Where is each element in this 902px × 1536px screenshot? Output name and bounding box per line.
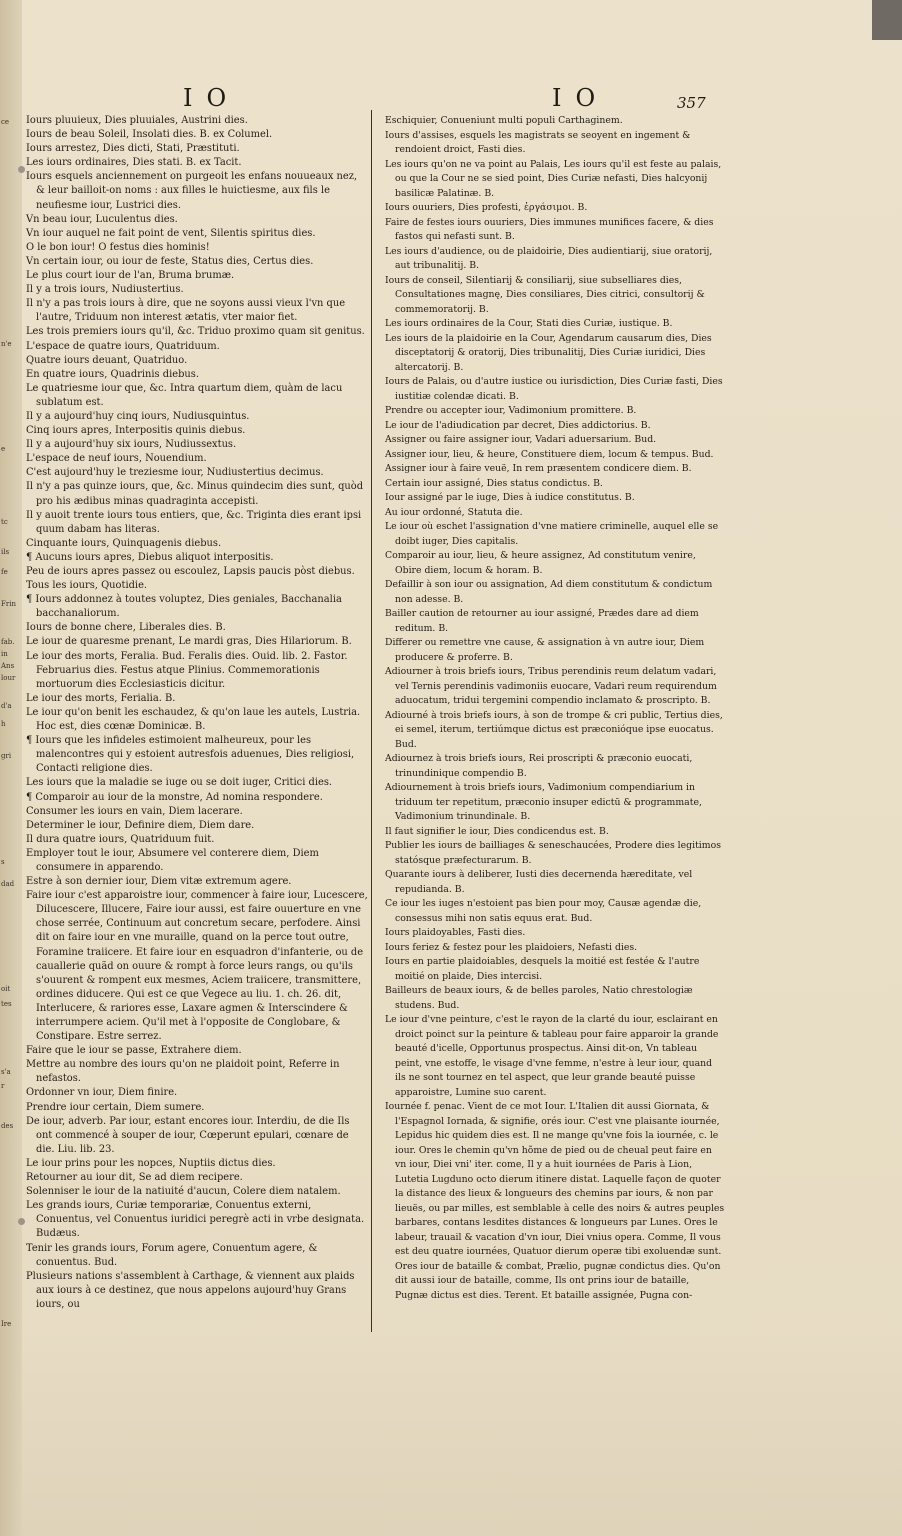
dictionary-entry: Cinq iours apres, Interpositis quinis diebus.	[26, 425, 246, 437]
dictionary-entry: Iours esquels anciennement on purgeoit les enfans nouueaux nez, & leur bailloit-on noms : aux filles le huictiesme, aux fils le neufiesme iour, Lustrici dies.	[26, 171, 358, 211]
right-column	[385, 114, 725, 1303]
dictionary-entry: Plusieurs nations s'assemblent à Carthage, & viennent aux plaids aux iours à ce destinez, que nous appelons aujourd'huy Grans iours, ou	[26, 1270, 355, 1310]
dictionary-entry: Prendre ou accepter iour, Vadimonium promittere. B.	[385, 405, 637, 416]
dictionary-entry: Differer ou remettre vne cause, & assignation à vn autre iour, Diem producere & proferre. B.	[385, 637, 705, 663]
previous-page-margin	[0, 0, 22, 1536]
margin-fragment: ce	[1, 118, 10, 126]
dictionary-entry: Il n'y a pas trois iours à dire, que ne soyons aussi vieux l'vn que l'autre, Triduum non interest ætatis, vter maior fiet.	[26, 298, 346, 324]
dictionary-entry: Adiourné à trois briefs iours, à son de trompe & cri public, Tertius dies, ei semel, iterum, tertiúmque dictus est præconióque ipse euocatus. Bud.	[385, 709, 723, 750]
dictionary-entry: Determiner le iour, Definire diem, Diem dare.	[26, 819, 255, 831]
dictionary-entry: Consumer les iours en vain, Diem lacerare.	[26, 805, 243, 817]
dictionary-entry: L'espace de neuf iours, Nouendium.	[26, 453, 207, 465]
dictionary-entry: C'est aujourd'huy le treziesme iour, Nudiustertius decimus.	[26, 467, 324, 479]
margin-fragment: fab.	[1, 638, 15, 646]
dictionary-entry: Au iour ordonné, Statuta die.	[385, 506, 523, 518]
dictionary-entry: En quatre iours, Quadrinis diebus.	[26, 368, 199, 380]
dictionary-entry: Iours pluuieux, Dies pluuiales, Austrini dies.	[26, 115, 248, 126]
header-right-title: IO	[552, 84, 610, 112]
margin-fragment: h	[1, 720, 6, 728]
dictionary-entry: Le iour des morts, Feralia. Bud. Feralis dies. Ouid. lib. 2. Fastor. Februarius dies. Festus atque Plinius. Commemorationis mortuorum dies Ecclesiasticis dicitur.	[26, 650, 348, 690]
margin-fragment: Ans	[1, 662, 15, 670]
page-corner-background	[872, 0, 902, 40]
dictionary-entry: Iours de Palais, ou d'autre iustice ou iurisdiction, Dies Curiæ fasti, Dies iustitiæ colendæ dicati. B.	[385, 376, 723, 402]
dictionary-entry: Ordonner vn iour, Diem finire.	[26, 1087, 178, 1099]
dictionary-entry: Il n'y a pas quinze iours, que, &c. Minus quindecim dies sunt, quòd pro his ædibus minas quadraginta accepisti.	[26, 481, 364, 507]
page-number: 357	[677, 94, 706, 112]
dictionary-entry: Les iours d'audience, ou de plaidoirie, Dies audientiarij, siue oratorij, aut tribunalitij. B.	[385, 245, 713, 271]
margin-fragment: dad	[1, 880, 15, 888]
dictionary-entry: Iours feriez & festez pour les plaidoiers, Nefasti dies.	[385, 941, 638, 953]
dictionary-entry: Adiournement à trois briefs iours, Vadimonium compendiarium in triduum ter repetitum, præconio insuper edictū & programmate, Vadimonium trinundinale. B.	[385, 782, 702, 822]
dictionary-entry: Assigner iour à faire veuë, In rem præsentem condicere diem. B.	[385, 463, 692, 474]
dictionary-entry: Peu de iours apres passez ou escoulez, Lapsis paucis pòst diebus.	[26, 566, 355, 577]
dictionary-entry: Iours de conseil, Silentiarij & consiliarij, siue subselliares dies, Consultationes magnę, Dies consiliares, Dies citrici, consultorij & commemoratorij. B.	[385, 274, 705, 315]
dictionary-entry: Iour assigné par le iuge, Dies à iudice constitutus. B.	[385, 492, 635, 503]
dictionary-entry: Faire de festes iours ouuriers, Dies immunes munifices facere, & dies fastos qui nefasti sunt. B.	[385, 216, 714, 242]
page-bottom-margin	[22, 1330, 902, 1536]
margin-fragment: s'a	[1, 1068, 11, 1076]
dictionary-entry: Bailler caution de retourner au iour assigné, Prædes dare ad diem reditum. B.	[385, 608, 699, 634]
dictionary-entry: Comparoir au iour, lieu, & heure assignez, Ad constitutum venire, Obire diem, locum & horam. B.	[385, 550, 696, 576]
margin-fragment: tc	[1, 518, 8, 526]
dictionary-entry: Quatre iours deuant, Quatriduo.	[26, 354, 188, 366]
margin-fragment: oit	[1, 985, 11, 993]
dictionary-entry: Defaillir à son iour ou assignation, Ad diem constitutum & condictum non adesse. B.	[385, 579, 713, 605]
margin-fragment: fe	[1, 568, 8, 576]
dictionary-entry: Cinquante iours, Quinquagenis diebus.	[26, 537, 222, 549]
dictionary-entry: Eschiquier, Conueniunt multi populi Carthaginem.	[385, 115, 623, 126]
dictionary-entry: Bailleurs de beaux iours, & de belles paroles, Natio chrestologiæ studens. Bud.	[385, 985, 693, 1011]
dictionary-entry: Vn beau iour, Luculentus dies.	[26, 213, 178, 225]
running-header	[22, 84, 902, 114]
dictionary-entry: Assigner ou faire assigner iour, Vadari aduersarium. Bud.	[385, 434, 657, 445]
margin-fragment: des	[1, 1122, 14, 1130]
dictionary-entry: Iours d'assises, esquels les magistrats se seoyent en ingement & rendoient droict, Fasti dies.	[385, 129, 691, 155]
margin-fragment: ils	[1, 548, 10, 556]
margin-fragment: in	[1, 650, 8, 658]
dictionary-entry: Quarante iours à deliberer, Iusti dies decernenda hæreditate, vel repudianda. B.	[385, 869, 693, 895]
dictionary-entry: Publier les iours de bailliages & seneschaucées, Prodere dies legitimos statósque præfecturarum. B.	[385, 840, 721, 866]
binding-hole	[18, 1218, 25, 1225]
dictionary-entry: Certain iour assigné, Dies status condictus. B.	[385, 477, 603, 489]
dictionary-entry: Les grands iours, Curiæ temporariæ, Conuentus externi, Conuentus, vel Conuentus iuridici peregrè acti in vrbe designata. Budæus.	[26, 1200, 365, 1240]
margin-fragment: gri	[1, 752, 12, 760]
dictionary-entry: Faire que le iour se passe, Extrahere diem.	[26, 1045, 242, 1057]
dictionary-entry: Il y a trois iours, Nudiustertius.	[26, 284, 184, 296]
margin-fragment: s	[1, 858, 5, 866]
dictionary-entry: Iours plaidoyables, Fasti dies.	[385, 927, 526, 938]
dictionary-entry: Retourner au iour dit, Se ad diem recipere.	[26, 1172, 243, 1184]
dictionary-entry: L'espace de quatre iours, Quatriduum.	[26, 340, 220, 352]
dictionary-entry: Les iours que la maladie se iuge ou se doit iuger, Critici dies.	[26, 777, 333, 789]
dictionary-entry: ¶ Iours addonnez à toutes voluptez, Dies geniales, Bacchanalia bacchanaliorum.	[26, 594, 342, 620]
dictionary-entry: Les iours ordinaires de la Cour, Stati dies Curiæ, iustique. B.	[385, 318, 673, 329]
dictionary-entry: Les iours de la plaidoirie en la Cour, Agendarum causarum dies, Dies disceptatorij & oratorij, Dies tribunalitij, Dies Curiæ iuridici, Dies altercatorij. B.	[385, 332, 712, 373]
dictionary-entry: Iours ouuriers, Dies profesti, ἐργάσιμοι. B.	[385, 202, 588, 213]
dictionary-entry: De iour, adverb. Par iour, estant encores iour. Interdiu, de die Ils ont commencé à souper de iour, Cœperunt epulari, cœnare de die. Liu. lib. 23.	[26, 1115, 350, 1155]
dictionary-entry: Faire iour c'est apparoistre iour, commencer à faire iour, Lucescere, Dilucescere, Illucere, Faire iour aussi, est faire ouuerture en vne chose serrée, Continuum aut concretum secare, perfodere. Ainsi dit on faire iour en vne muraille, quand on la perce tout outre, Foramine traiicere. Et faire iour en esquadron d'infanterie, ou de cauallerie quãd on ouure & rompt à force leurs rangs, ou qu'ils s'ouurent & rompent eux mesmes, Aciem traiicere, transmittere, ordines diducere. Qui est ce que Vegece au liu. 1. ch. 26. dit, Interlucere, & rariores esse, Laxare agmen & Interscindere & interrumpere aciem. Qu'il met à l'opposite de Conglobare, & Constipare. Estre serrez.	[26, 890, 368, 1043]
dictionary-entry: Vn certain iour, ou iour de feste, Status dies, Certus dies.	[26, 255, 314, 267]
binding-hole	[18, 166, 25, 173]
dictionary-entry: Le plus court iour de l'an, Bruma brumæ.	[26, 270, 235, 282]
margin-fragment: tes	[1, 1000, 12, 1008]
margin-fragment: n'e	[1, 340, 12, 348]
margin-fragment: r	[1, 1082, 5, 1090]
dictionary-entry: Iours en partie plaidoiables, desquels la moitié est festée & l'autre moitié on plaide, Dies intercisi.	[385, 956, 700, 982]
dictionary-entry: Iournée f. penac. Vient de ce mot Iour. L'Italien dit aussi Giornata, & l'Espagnol Iornada, & signifie, orés iour. C'est vne plaisante iournée, Lepidus hic quidem dies est. Il ne mange qu'vne fois la iournée, c. le iour. Ores le chemin qu'vn hõme de pied ou de cheual peut faire en vn iour, Diei vni' iter. come, Il y a huit iournées de Paris à Lion, Lutetia Lugduno octo dierum itinere distat. Laquelle façon de quoter la distance des lieux & longueurs des chemins par iours, & non par lieuës, ou par milles, est semblable à celle des noirs & autres peuples barbares, contans lesdites distances & longueurs par Lunes. Ores le labeur, trauail & vacation d'vn iour, Diei vnius opera. Comme, Il vous est deu quatre iournées, Quatuor dierum operæ tibi exoluendæ sunt. Ores iour de bataille & combat, Prælio, pugnæ condictus dies. Qu'on dit aussi iour de bataille, comme, Ils ont prins iour de bataille, Pugnæ dictus est dies. Terent. Et bataille assignée, Pugna con-	[385, 1101, 725, 1301]
dictionary-entry: Adiournez à trois briefs iours, Rei proscripti & præconio euocati, trinundinique compendio B.	[385, 753, 693, 779]
margin-fragment: Frin	[1, 600, 16, 608]
dictionary-entry: ¶ Iours que les infideles estimoient malheureux, pour les malencontres qui y estoient autresfois aduenues, Dies religiosi, Contacti religione dies.	[26, 735, 355, 775]
dictionary-entry: Tenir les grands iours, Forum agere, Conuentum agere, & conuentus. Bud.	[26, 1242, 318, 1268]
dictionary-entry: Le iour de l'adiudication par decret, Dies addictorius. B.	[385, 419, 651, 431]
margin-fragment: d'a	[1, 702, 12, 710]
dictionary-entry: Vn iour auquel ne fait point de vent, Silentis spiritus dies.	[26, 227, 316, 239]
dictionary-entry: Il y auoit trente iours tous entiers, que, &c. Triginta dies erant ipsi quum dabam has literas.	[26, 509, 362, 535]
margin-fragment: e	[1, 445, 6, 453]
dictionary-entry: Il dura quatre iours, Quatriduum fuit.	[26, 833, 215, 845]
dictionary-entry: Mettre au nombre des iours qu'on ne plaidoit point, Referre in nefastos.	[26, 1059, 340, 1085]
left-column	[26, 114, 368, 1312]
dictionary-entry: Il y a aujourd'huy six iours, Nudiussextus.	[26, 439, 237, 451]
dictionary-entry: Il faut signifier le iour, Dies condicendus est. B.	[385, 825, 609, 837]
dictionary-entry: Les iours ordinaires, Dies stati. B. ex Tacit.	[26, 157, 242, 169]
dictionary-entry: Ce iour les iuges n'estoient pas bien pour moy, Causæ agendæ die, consessus mihi non satis equus erat. Bud.	[385, 898, 702, 924]
dictionary-entry: Le iour où eschet l'assignation d'vne matiere criminelle, auquel elle se doibt iuger, Dies capitalis.	[385, 521, 719, 547]
dictionary-entry: Employer tout le iour, Absumere vel conterere diem, Diem consumere in apparendo.	[26, 847, 319, 873]
column-rule	[371, 110, 372, 1332]
dictionary-entry: Le iour qu'on benit les eschaudez, & qu'on laue les autels, Lustria. Hoc est, dies cœnæ Dominicæ. B.	[26, 706, 361, 733]
margin-fragment: Ire	[1, 1320, 12, 1328]
dictionary-entry: Le iour d'vne peinture, c'est le rayon de la clarté du iour, esclairant en droict poinct sur la peinture & tableau pour faire apparoir la grande beauté d'icelle, Opportunus prospectus. Ainsi dit-on, Vn tableau peint, vne estoffe, le visage d'vne femme, n'estre à leur iour, quand ils ne sont tournez en tel aspect, que leur grande beauté puisse apparoistre, Lumine suo carent.	[385, 1014, 719, 1098]
dictionary-entry: Les trois premiers iours qu'il, &c. Triduo proximo quam sit genitus.	[26, 326, 365, 338]
dictionary-entry: O le bon iour! O festus dies hominis!	[26, 241, 210, 253]
margin-fragment: lour	[1, 674, 16, 682]
dictionary-entry: Estre à son dernier iour, Diem vitæ extremum agere.	[26, 876, 292, 888]
dictionary-entry: Iours de bonne chere, Liberales dies. B.	[26, 622, 226, 634]
header-left-title: IO	[183, 84, 241, 112]
dictionary-entry: ¶ Aucuns iours apres, Diebus aliquot interpositis.	[26, 551, 274, 563]
dictionary-entry: Le iour des morts, Ferialia. B.	[26, 692, 176, 704]
dictionary-entry: Iours arrestez, Dies dicti, Stati, Præstituti.	[26, 143, 240, 155]
dictionary-entry: Le iour prins pour les nopces, Nuptiis dictus dies.	[26, 1157, 276, 1169]
dictionary-entry: Solenniser le iour de la natiuité d'aucun, Colere diem natalem.	[26, 1186, 341, 1198]
dictionary-entry: Le iour de quaresme prenant, Le mardi gras, Dies Hilariorum. B.	[26, 636, 352, 648]
dictionary-entry: Tous les iours, Quotidie.	[26, 580, 148, 592]
dictionary-entry: Le quatriesme iour que, &c. Intra quartum diem, quàm de lacu sublatum est.	[26, 382, 343, 408]
dictionary-entry: Les iours qu'on ne va point au Palais, Les iours qu'il est feste au palais, ou que la Cour ne se sied point, Dies Curiæ nefasti, Dies halcyonij basilicæ Palatinæ. B.	[385, 158, 722, 199]
dictionary-entry: Assigner iour, lieu, & heure, Constituere diem, locum & tempus. Bud.	[385, 448, 714, 460]
dictionary-entry: Prendre iour certain, Diem sumere.	[26, 1101, 205, 1113]
dictionary-entry: Adiourner à trois briefs iours, Tribus perendinis reum delatum vadari, vel Ternis perendinis vadimoniis euocare, Vadari reum requirendum aduocatum, tridui tergemini compendio inclamato & proscripto. B.	[385, 666, 717, 706]
dictionary-entry: Il y a aujourd'huy cinq iours, Nudiusquintus.	[26, 410, 250, 422]
dictionary-entry: ¶ Comparoir au iour de la monstre, Ad nomina respondere.	[26, 791, 323, 803]
dictionary-entry: Iours de beau Soleil, Insolati dies. B. ex Columel.	[26, 129, 273, 141]
